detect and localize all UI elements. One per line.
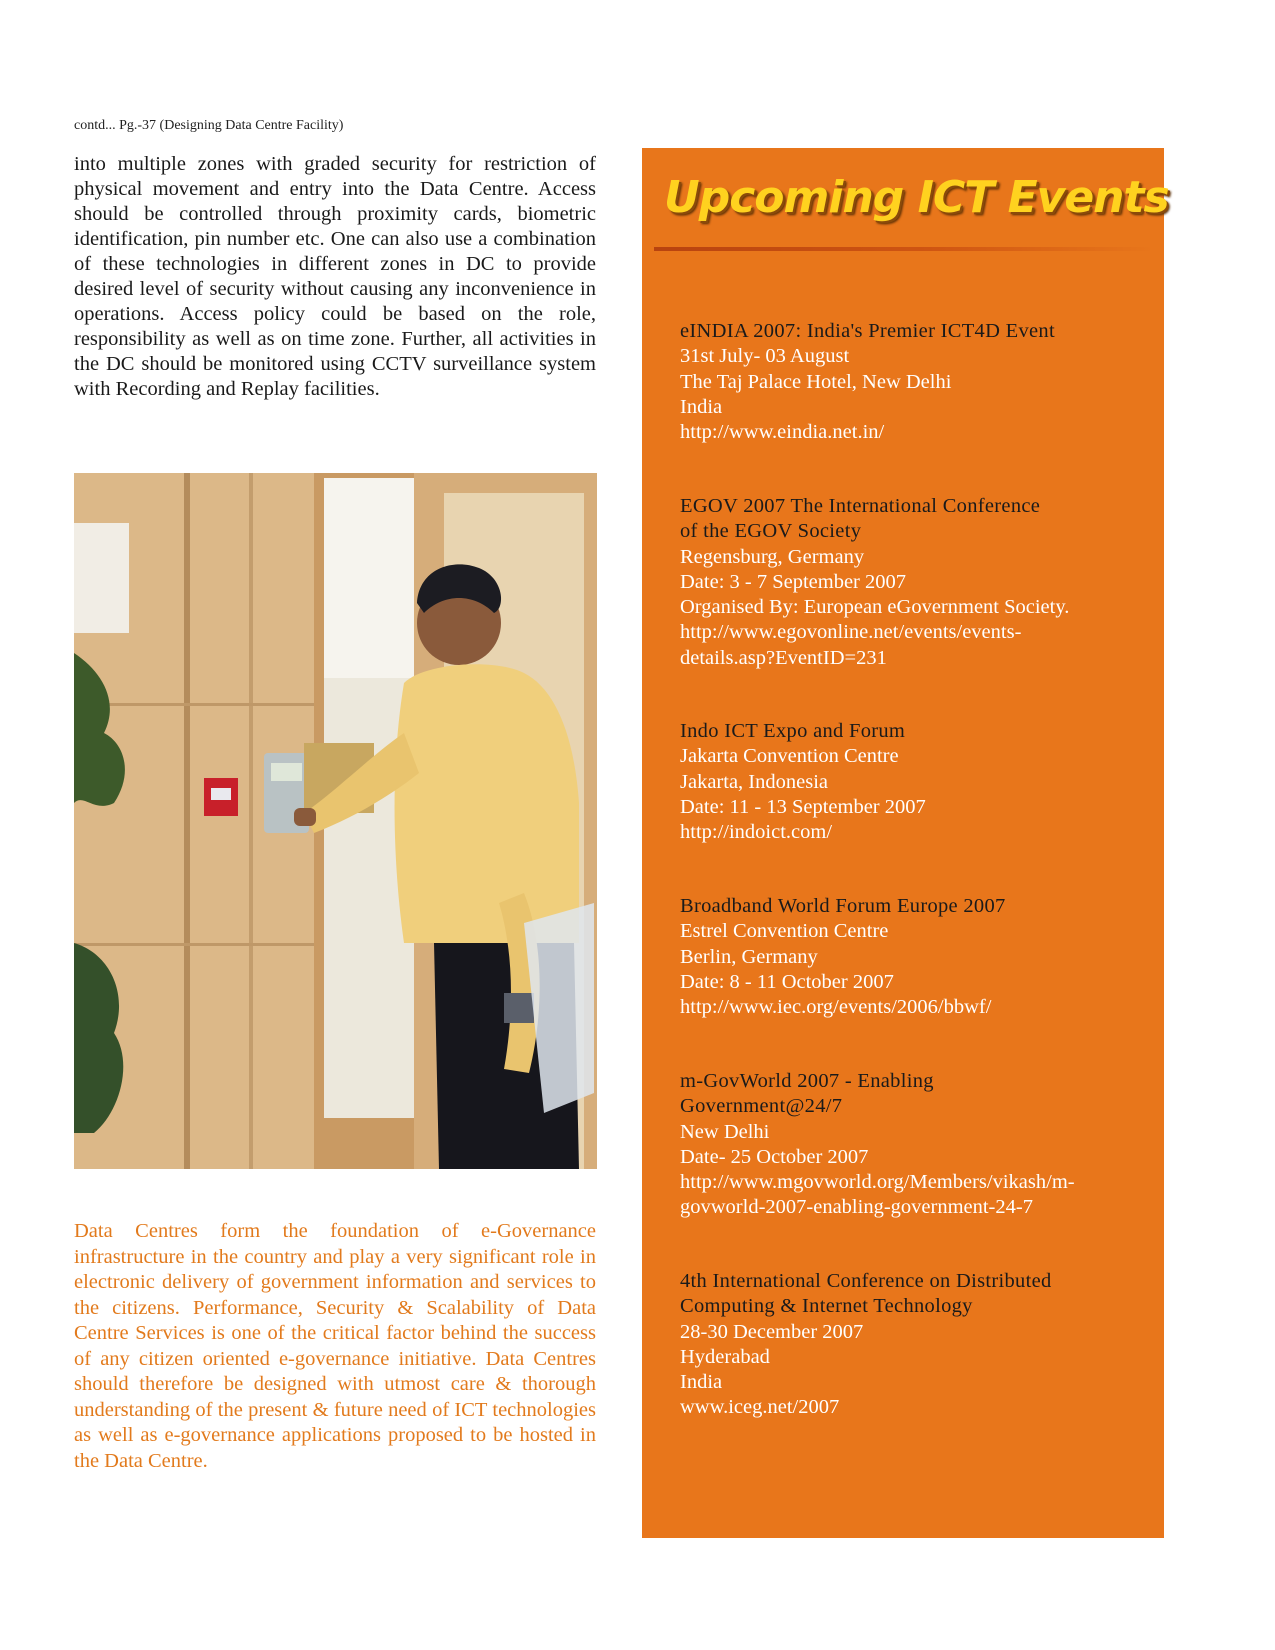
event-indo-ict-expo (680, 719, 1150, 845)
event-link[interactable]: http://indoict.com/ (680, 821, 833, 844)
event-location: Jakarta, Indonesia (680, 770, 828, 793)
upcoming-events-panel (642, 148, 1169, 1538)
event-date: 28-30 December 2007 (680, 1320, 864, 1343)
events-title: Upcoming ICT Events (664, 172, 1169, 223)
event-link[interactable]: http://www.egovonline.net/events/events- (680, 621, 1022, 644)
event-date: Date: 3 - 7 September 2007 (680, 570, 907, 593)
event-location: Regensburg, Germany (680, 545, 865, 568)
title-underline (654, 247, 1154, 251)
event-name-cont: Computing & Internet Technology (680, 1295, 973, 1318)
event-broadband-world-forum (680, 894, 1150, 1020)
article-paragraph: into multiple zones with graded security for restriction of physical movement and entry into the Data Centre. Access should be controlled through proximity cards, biometric identification, pin number etc. One can also use a combination of these technologies in different zones in DC to provide desired level of security without causing any inconvenience in operations. Access policy could be based on the role, responsibility as well as on time zone. Further, all activities in the DC should be monitored using CCTV surveillance system with Recording and Replay facilities. (74, 153, 596, 400)
event-mgovworld-2007 (680, 1069, 1150, 1221)
event-venue: Jakarta Convention Centre (680, 745, 899, 768)
event-name-cont: Government@24/7 (680, 1095, 843, 1118)
event-location: Hyderabad (680, 1345, 770, 1368)
event-link[interactable]: http://www.eindia.net.in/ (680, 421, 885, 444)
event-venue: The Taj Palace Hotel, New Delhi (680, 370, 952, 393)
event-name: Broadband World Forum Europe 2007 (680, 895, 1006, 917)
continued-note: contd... Pg.-37 (Designing Data Centre Facility) (74, 118, 344, 133)
photo-biometric-access (74, 473, 597, 1169)
event-icdcit-2007 (680, 1269, 1150, 1421)
event-link[interactable]: www.iceg.net/2007 (680, 1396, 840, 1419)
event-organiser: Organised By: European eGovernment Society. (680, 596, 1070, 619)
article-highlight: Data Centres form the foundation of e-Governance infrastructure in the country and play a very significant role in electronic delivery of government information and services to the citizens. Performance, Security & Scalability of Data Centre Services is one of the critical factor behind the success of any citizen oriented e-governance initiative. Data Centres should therefore be designed with utmost care & thorough understanding of the present & future need of ICT technologies as well as e-governance applications proposed to be hosted in the Data Centre. (74, 1220, 596, 1472)
event-link-cont[interactable]: details.asp?EventID=231 (680, 646, 887, 669)
event-location: New Delhi (680, 1120, 770, 1143)
event-name: 4th International Conference on Distributed (680, 1270, 1052, 1292)
event-date: Date- 25 October 2007 (680, 1145, 869, 1168)
event-country: India (680, 395, 723, 418)
event-name-cont: of the EGOV Society (680, 520, 862, 543)
event-date: Date: 8 - 11 October 2007 (680, 970, 894, 993)
event-venue: Estrel Convention Centre (680, 920, 889, 943)
event-name: m-GovWorld 2007 - Enabling (680, 1070, 934, 1092)
event-name: EGOV 2007 The International Conference (680, 495, 1041, 517)
event-egov-2007 (680, 494, 1150, 671)
event-country: India (680, 1371, 723, 1394)
event-link[interactable]: http://www.mgovworld.org/Members/vikash/m- (680, 1171, 1075, 1194)
event-date: Date: 11 - 13 September 2007 (680, 795, 926, 818)
photo-illustration (74, 473, 597, 1169)
event-date: 31st July- 03 August (680, 345, 850, 368)
event-location: Berlin, Germany (680, 945, 818, 968)
event-name: eINDIA 2007: India's Premier ICT4D Event (680, 320, 1055, 342)
event-link[interactable]: http://www.iec.org/events/2006/bbwf/ (680, 996, 992, 1019)
event-link-cont[interactable]: govworld-2007-enabling-government-24-7 (680, 1196, 1033, 1219)
event-eindia-2007 (680, 319, 1150, 445)
event-name: Indo ICT Expo and Forum (680, 720, 906, 742)
